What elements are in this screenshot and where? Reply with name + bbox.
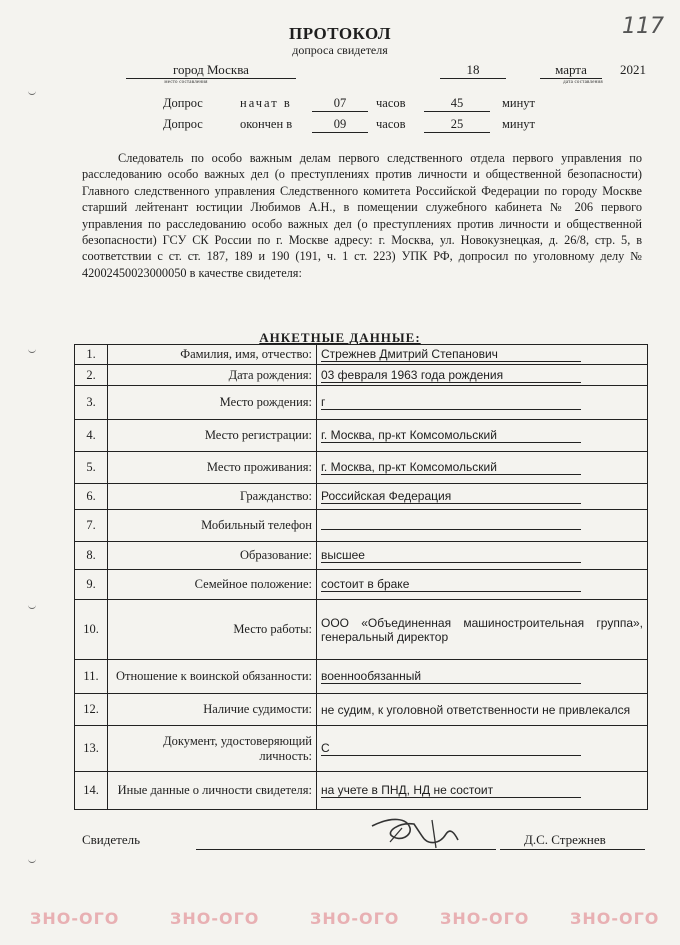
end-hours-word: часов [376,117,406,131]
date-caption: дата составления [563,80,603,85]
row-label: Образование: [108,542,317,570]
birthplace-value: г [321,395,581,410]
end-hours: 09 [312,117,368,133]
interrogation-timing [0,96,680,136]
row-label: Документ, удостоверяющий личность: [108,726,317,772]
row-label: Место работы: [108,600,317,660]
binding-mark [28,346,36,353]
row-label: Иные данные о личности свидетеля: [108,772,317,810]
start-hours: 07 [312,96,368,112]
registration-value: г. Москва, пр-кт Комсомольский [321,428,581,443]
id-document-value: С [321,741,581,756]
start-hours-word: часов [376,96,406,110]
row-value [317,420,648,452]
table-row [75,420,648,452]
row-label: Гражданство: [108,484,317,510]
row-value [317,365,648,386]
workplace-value: ООО «Объединенная машиностроительная группа», генеральный директор [317,600,648,660]
military-status-value: военнообязанный [321,669,581,684]
anketa-title: АНКЕТНЫЕ ДАННЫЕ: [259,330,421,345]
row-number: 9. [75,570,108,600]
row-number: 13. [75,726,108,772]
table-row [75,600,648,660]
end-word: окончен в [240,117,293,131]
row-label: Наличие судимости: [108,694,317,726]
row-number: 2. [75,365,108,386]
marital-status-value: состоит в браке [321,577,581,592]
table-row [75,694,648,726]
row-label: Дата рождения: [108,365,317,386]
row-number: 5. [75,452,108,484]
row-value [317,345,648,365]
name-line [500,849,645,850]
city-caption: место составления [164,80,208,85]
row-number: 8. [75,542,108,570]
end-minutes-word: минут [502,117,536,131]
handwritten-signature [362,806,472,856]
day-field: 18 [440,62,506,79]
row-number: 7. [75,510,108,542]
stamp-text: ЗНО-ОГО [30,909,120,928]
page-number: 117 [622,14,664,39]
birth-date-value: 03 февраля 1963 года рождения [321,368,581,383]
row-number: 6. [75,484,108,510]
residence-value: г. Москва, пр-кт Комсомольский [321,460,581,475]
row-value [317,726,648,772]
document-title: ПРОТОКОЛ [288,24,391,43]
stamp-strip [20,905,670,945]
row-number: 4. [75,420,108,452]
table-row [75,484,648,510]
table-row [75,660,648,694]
row-value [317,386,648,420]
table-row [75,386,648,420]
binding-mark [28,602,36,609]
row-label: Место рождения: [108,386,317,420]
row-label: Место проживания: [108,452,317,484]
row-value [317,484,648,510]
row-label: Место регистрации: [108,420,317,452]
row-number: 10. [75,600,108,660]
row-value [317,542,648,570]
row-number: 12. [75,694,108,726]
city-field: город Москва [126,62,296,79]
row-value [317,510,648,542]
binding-mark [28,88,36,95]
row-label: Семейное положение: [108,570,317,600]
full-name-value: Стрежнев Дмитрий Степанович [321,347,581,362]
table-row [75,726,648,772]
stamp-text: ЗНО-ОГО [310,909,400,928]
row-label: Фамилия, имя, отчество: [108,345,317,365]
other-info-value: на учете в ПНД, НД не состоит [321,783,581,798]
row-number: 3. [75,386,108,420]
row-label: Мобильный телефон [108,510,317,542]
table-row [75,772,648,810]
start-label: Допрос [163,96,203,110]
row-value [317,660,648,694]
table-row [75,570,648,600]
personal-data-table [74,344,648,810]
row-value [317,772,648,810]
stamp-text: ЗНО-ОГО [570,909,660,928]
start-minutes: 45 [424,96,490,112]
citizenship-value: Российская Федерация [321,489,581,504]
end-label: Допрос [163,117,203,131]
row-label: Отношение к воинской обязанности: [108,660,317,694]
row-number: 14. [75,772,108,810]
stamp-text: ЗНО-ОГО [170,909,260,928]
row-number: 11. [75,660,108,694]
start-minutes-word: минут [502,96,536,110]
stamp-text: ЗНО-ОГО [440,909,530,928]
start-word: начат в [240,96,292,110]
row-value [317,570,648,600]
witness-name: Д.С. Стрежнев [524,832,606,847]
row-value [317,452,648,484]
criminal-record-value: не судим, к уголовной ответственности не привлекался [317,694,648,726]
phone-value [321,529,581,530]
document-subtitle: допроса свидетеля [292,43,388,57]
table-row [75,510,648,542]
intro-paragraph: Следователь по особо важным делам первого следственного отдела первого управления по расследованию особо важных дел (о преступлениях против личности и общественной безопасности) Главного следственного управления Следственного комитета Российской Федерации по городу Москве старший лейтенант юстиции Любимов А.Н., в помещении служебного кабинета № 206 первого управления по расследованию особо важных дел (о преступлениях против личности и общественной безопасности) ГСУ СК России по г. Москве адресу: г. Москва, ул. Новокузнецкая, д. 26/8, стр. 5, в соответствии с ст. ст. 187, 189 и 190 (191, ч. 1 ст. 223) УПК РФ, допросил по уголовному делу № 42002450023000050 в качестве свидетеля: [82,151,642,280]
row-number: 1. [75,345,108,365]
table-row [75,542,648,570]
witness-label: Свидетель [82,832,141,847]
year-field: 2021 [620,62,646,77]
binding-mark [28,856,36,863]
month-field: марта [540,62,602,79]
table-row [75,365,648,386]
table-row [75,452,648,484]
education-value: высшее [321,548,581,563]
end-minutes: 25 [424,117,490,133]
table-row [75,345,648,365]
